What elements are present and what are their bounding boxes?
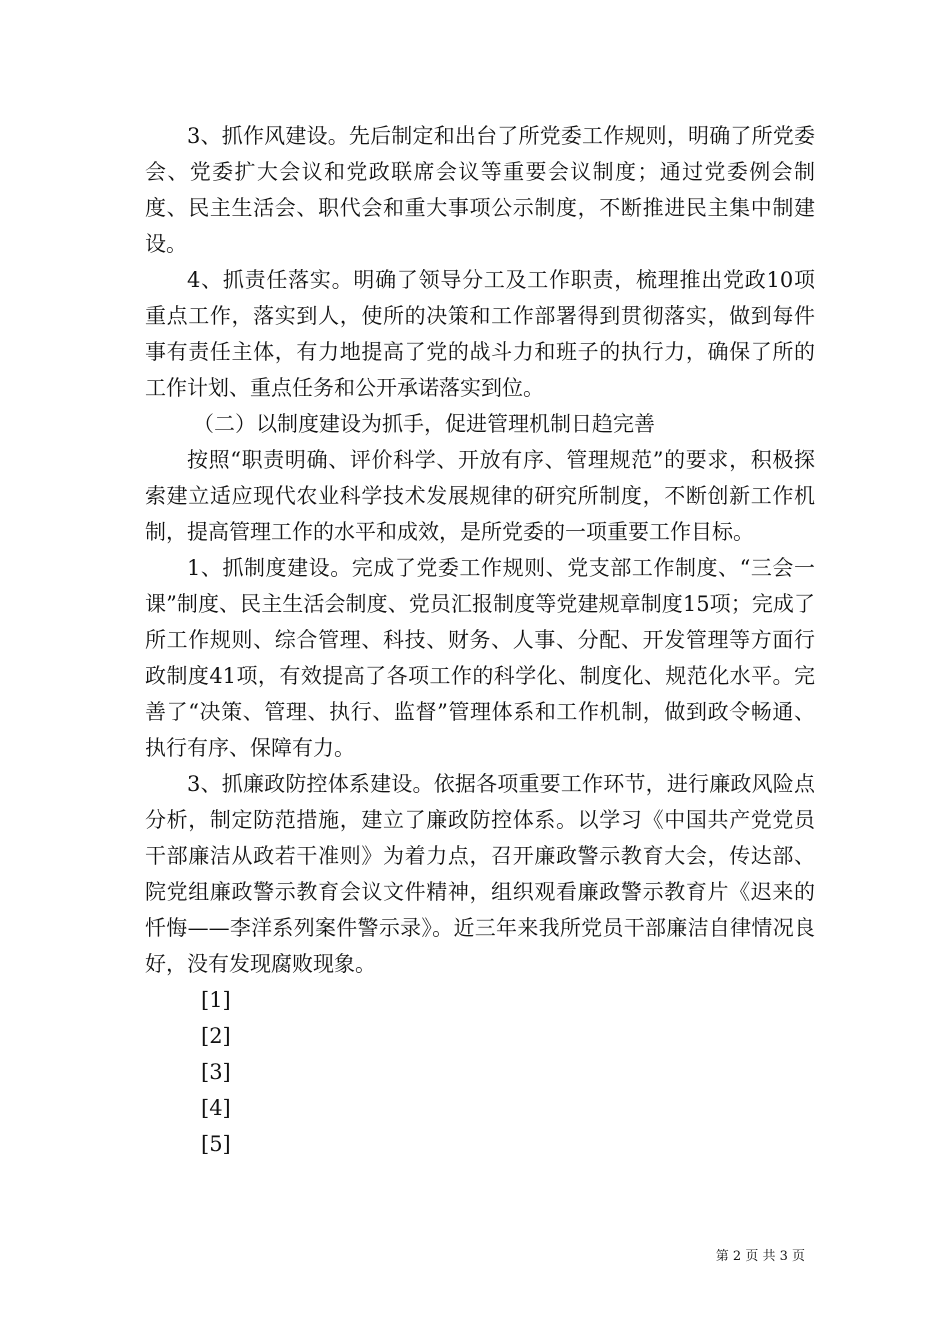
reference-item: [1] xyxy=(201,988,231,1012)
section-heading: （二）以制度建设为抓手，促进管理机制日趋完善 xyxy=(193,412,655,436)
page-number: 第 2 页 共 3 页 xyxy=(715,1249,805,1264)
paragraph-work-style: 3、抓作风建设。先后制定和出台了所党委工作规则，明确了所党委会、党委扩大会议和党政联席会议等重要会议制度；通过党委例会制度、民主生活会、职代会和重大事项公示制度，不断推进民主集中制建设。 xyxy=(145,124,815,256)
reference-list xyxy=(145,982,815,1162)
reference-item: [5] xyxy=(201,1132,231,1156)
reference-item: [3] xyxy=(201,1060,231,1084)
reference-item: [4] xyxy=(201,1096,231,1120)
paragraph-requirements: 按照“职责明确、评价科学、开放有序、管理规范”的要求，积极探索建立适应现代农业科学技术发展规律的研究所制度，不断创新工作机制，提高管理工作的水平和成效，是所党委的一项重要工作目标。 xyxy=(145,448,815,544)
paragraph-anti-corruption: 3、抓廉政防控体系建设。依据各项重要工作环节，进行廉政风险点分析，制定防范措施，建立了廉政防控体系。以学习《中国共产党党员干部廉洁从政若干准则》为着力点，召开廉政警示教育大会，传达部、院党组廉政警示教育会议文件精神，组织观看廉政警示教育片《迟来的忏悔——李洋系列案件警示录》。近三年来我所党员干部廉洁自律情况良好，没有发现腐败现象。 xyxy=(145,772,815,976)
paragraph-system-building: 1、抓制度建设。完成了党委工作规则、党支部工作制度、“三会一课”制度、民主生活会制度、党员汇报制度等党建规章制度15项；完成了所工作规则、综合管理、科技、财务、人事、分配、开发管理等方面行政制度41项，有效提高了各项工作的科学化、制度化、规范化水平。完善了“决策、管理、执行、监督”管理体系和工作机制，做到政令畅通、执行有序、保障有力。 xyxy=(145,556,815,760)
document-body xyxy=(145,118,815,1162)
reference-item: [2] xyxy=(201,1024,231,1048)
paragraph-responsibility: 4、抓责任落实。明确了领导分工及工作职责，梳理推出党政10项重点工作，落实到人，使所的决策和工作部署得到贯彻落实，做到每件事有责任主体，有力地提高了党的战斗力和班子的执行力，确保了所的工作计划、重点任务和公开承诺落实到位。 xyxy=(145,268,815,400)
